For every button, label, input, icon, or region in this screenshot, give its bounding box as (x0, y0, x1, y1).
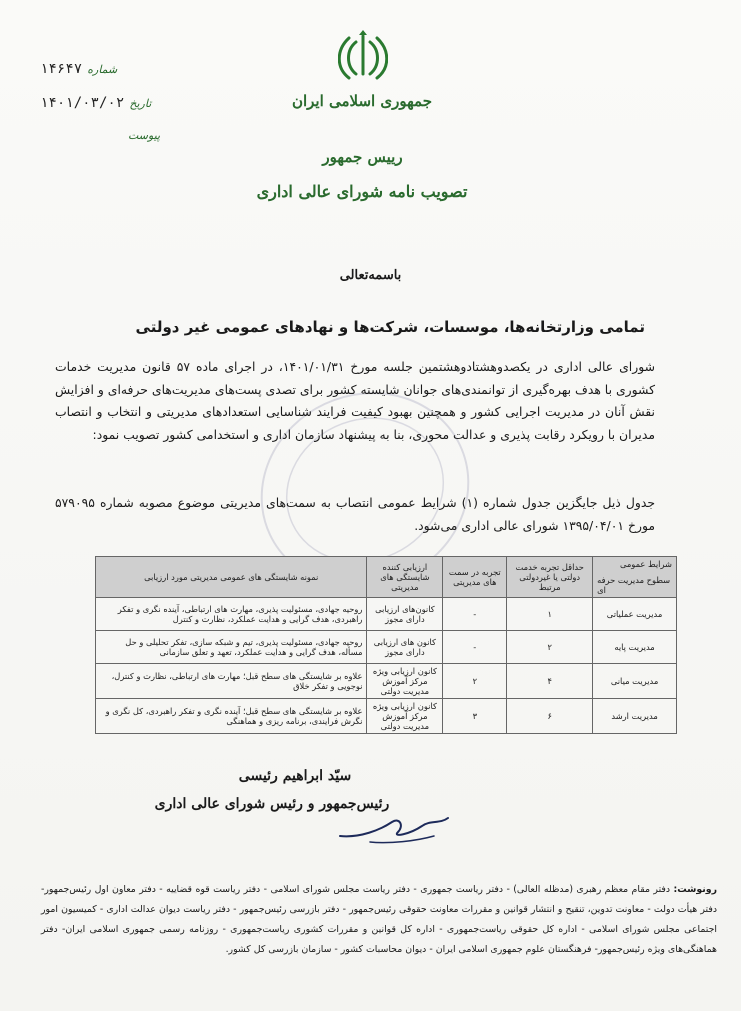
table-header-mgmt-experience: تجربه در سمت های مدیریتی (443, 557, 507, 598)
letter-attachment (128, 124, 160, 143)
table-header-min-experience: حداقل تجربه خدمت دولتی یا غیردولتی مرتبط (507, 557, 593, 598)
basmala: باسمه‌تعالی (339, 268, 402, 283)
attachment-label: پیوست (128, 129, 161, 142)
country-name: جمهوری اسلامی ایران (291, 92, 432, 110)
cell-min-exp: ۴ (507, 664, 593, 699)
cell-competencies: علاوه بر شایستگی های سطح قبل؛ آینده نگری و تفکر راهبردی، کل نگری و نگرش فرایندی، برنامه ریزی و هماهنگی (96, 699, 367, 734)
signatory-name: سیّد ابراهیم رئیسی (238, 768, 352, 784)
cell-level: مدیریت ارشد (593, 699, 677, 734)
cell-competencies: روحیه جهادی، مسئولیت پذیری، مهارت های ارتباطی، آینده نگری و تفکر راهبردی، هدف گرایی و هدایت عملکرد، نظارت و کنترل (96, 598, 367, 631)
cell-assessor: کانون های ارزیابی دارای مجوز (367, 631, 443, 664)
cell-level: مدیریت عملیاتی (593, 598, 677, 631)
header-management-levels: سطوح مدیریت حرفه ای (597, 575, 671, 595)
carbon-copy-list (41, 880, 717, 960)
iran-emblem-icon (338, 30, 388, 82)
cc-text: دفتر مقام معظم رهبری (مدظله العالی) - دفتر ریاست جمهوری - دفتر ریاست مجلس شورای اسلامی - دفتر ریاست قوه قضاییه - دفتر معاون اول رئیس‌جمهور- دفتر هیأت دولت - معاونت تدوین، تنقیح و انتشار قوانین و مقررات معاونت حقوقی رئیس‌جمهور - دفتر بازرسی رئیس‌جمهور - دفتر ریاست دیوان عدالت اداری - کمیسیون امور اجتماعی مجلس شورای اسلامی - اداره کل حقوقی ریاست‌جمهوری - اداره کل قوانین و مقررات کشوری ریاست‌جمهوری - روزنامه رسمی جمهوری اسلامی ایران- دفتر هماهنگی‌های ویژه رئیس‌جمهور- فرهنگستان علوم جمهوری اسلامی ایران - دیوان محاسبات کشور - سازمان بازرسی کل کشور. (41, 884, 717, 955)
cell-competencies: علاوه بر شایستگی های سطح قبل؛ مهارت های ارتباطی، نظارت و کنترل، نوجویی و تفکر خلاق (96, 664, 367, 699)
table-row (96, 598, 677, 631)
cell-min-exp: ۲ (507, 631, 593, 664)
cell-min-exp: ۱ (507, 598, 593, 631)
table-row (96, 699, 677, 734)
cell-competencies: روحیه جهادی، مسئولیت پذیری، تیم و شبکه سازی، تفکر تحلیلی و حل مسأله، هدف گرایی و هدایت عملکرد، تعهد و تعلق سازمانی (96, 631, 367, 664)
table-header-row (96, 557, 677, 598)
cell-level: مدیریت میانی (593, 664, 677, 699)
header-general-conditions: شرایط عمومی (619, 559, 672, 569)
cell-mgmt-exp: ۲ (443, 664, 507, 699)
cell-mgmt-exp: ۳ (443, 699, 507, 734)
body-paragraph-1: شورای عالی اداری در یکصدوهشتادوهشتمین جلسه مورخ ۱۴۰۱/۰۱/۳۱، در اجرای ماده ۵۷ قانون مدیریت خدمات کشوری با هدف بهره‌گیری از توانمندی‌های جوانان شایسته کشور برای تصدی پست‌های مدیریت‌های حرفه‌ای و افزایش نقش آنان در مدیریت اجرایی کشور و همچنین بهبود کیفیت فرایند شناسایی استعدادهای مدیریتی و انتخاب و انتصاب مدیران با رویکرد رقابت پذیری و عدالت محوری، بنا به پیشنهاد سازمان اداری و استخدامی کشور تصویب نمود: (55, 359, 655, 442)
document-subject: تصویب نامه شورای عالی اداری (256, 182, 468, 201)
number-value: ۱۴۶۴۷ (40, 61, 83, 77)
table-header-competencies: نمونه شایستگی های عمومی مدیریتی مورد ارزیابی (96, 557, 367, 598)
cell-mgmt-exp: - (443, 598, 507, 631)
cell-assessor: کانون‌های ارزیابی دارای مجوز (367, 598, 443, 631)
cell-mgmt-exp: - (443, 631, 507, 664)
conditions-table (95, 556, 677, 734)
number-label: شماره (87, 63, 118, 76)
handwritten-signature (330, 808, 460, 848)
body-paragraph-2: جدول ذیل جایگزین جدول شماره (۱) شرایط عمومی انتصاب به سمت‌های مدیریتی موضوع مصوبه شماره ۵۷۹۰۹۵ مورخ ۱۳۹۵/۰۴/۰۱ شورای عالی اداری می‌شود. (55, 495, 655, 533)
table-row (96, 664, 677, 699)
table-row (96, 631, 677, 664)
office-name: رییس جمهور (322, 148, 403, 166)
table-header-general (593, 557, 677, 598)
date-label: تاریخ (129, 97, 152, 110)
signatory-title: رئیس‌جمهور و رئیس شورای عالی اداری (154, 796, 390, 812)
cell-assessor: کانون ارزیابی ویژه مرکز آموزش مدیریت دولتی (367, 664, 443, 699)
table-header-assessor: ارزیابی کننده شایستگی های مدیریتی (367, 557, 443, 598)
cell-min-exp: ۶ (507, 699, 593, 734)
letter-number (40, 58, 117, 77)
cell-assessor: کانون ارزیابی ویژه مرکز آموزش مدیریت دولتی (367, 699, 443, 734)
cc-label: رونوشت: (673, 884, 717, 895)
letter-date (40, 92, 151, 111)
addressee: تمامی وزارتخانه‌ها، موسسات، شرکت‌ها و نهادهای عمومی غیر دولتی (135, 318, 645, 336)
date-value: ۱۴۰۱/۰۳/۰۲ (40, 95, 125, 111)
cell-level: مدیریت پایه (593, 631, 677, 664)
